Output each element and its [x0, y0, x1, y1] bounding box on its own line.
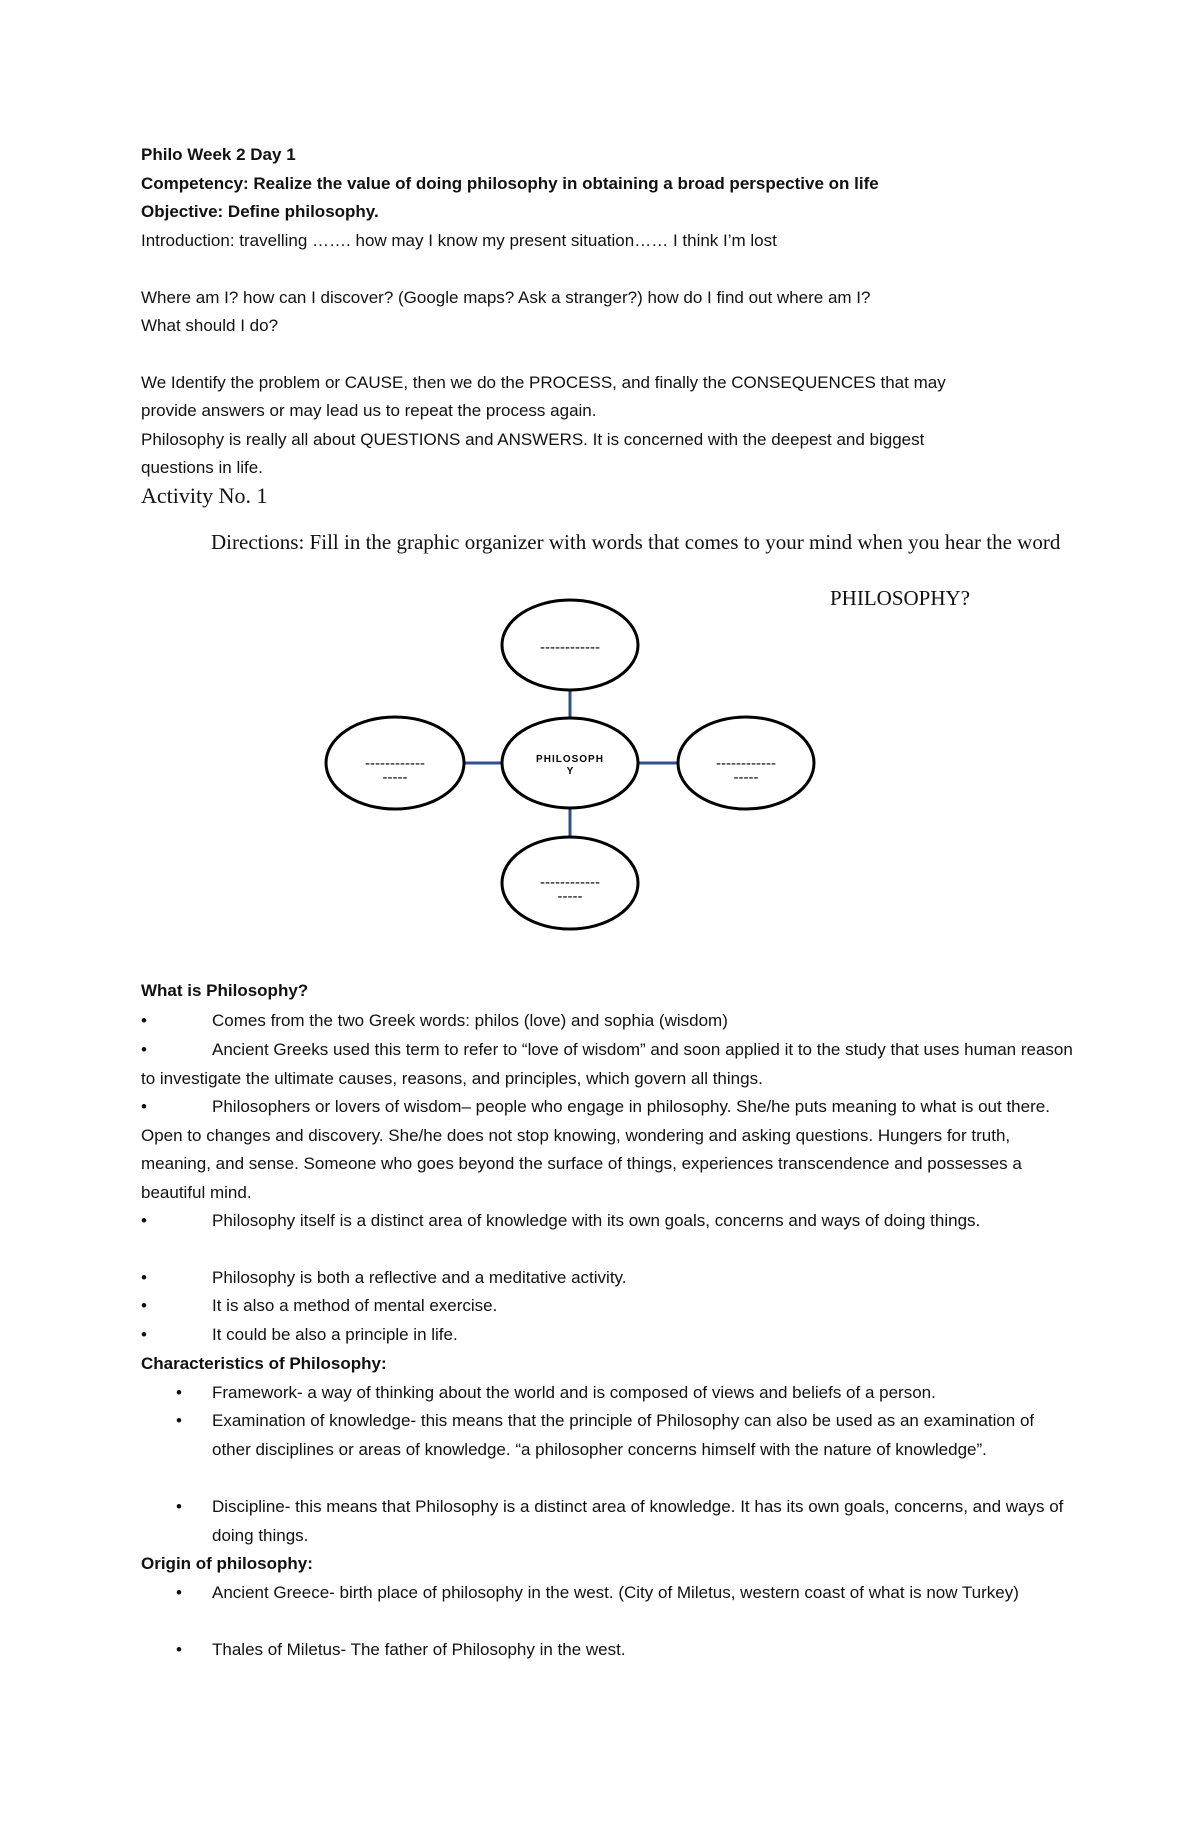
what-is-item: • Philosophy is both a reflective and a meditative activity.: [141, 1264, 1081, 1293]
organizer-left-text-2: -----: [382, 769, 408, 786]
organizer-bottom-text-1: ------------: [540, 874, 600, 891]
what-is-item: • It could be also a principle in life.: [141, 1321, 1081, 1350]
what-is-item: • It is also a method of mental exercise.: [141, 1292, 1081, 1321]
activity-directions: Directions: Fill in the graphic organizer with words that comes to your mind when you hear the word: [211, 530, 1061, 554]
process-paragraph-line-2: provide answers or may lead us to repeat the process again.: [141, 401, 597, 420]
bullet-icon: •: [141, 1211, 147, 1230]
organizer-right-text-1: ------------: [716, 755, 776, 772]
what-is-item: • Comes from the two Greek words: philos (love) and sophia (wisdom): [141, 1007, 1081, 1036]
origin-item: • Ancient Greece- birth place of philosophy in the west. (City of Miletus, western coast of what is now Turkey): [176, 1579, 1076, 1608]
bullet-icon: •: [141, 1040, 147, 1059]
what-is-item: • Philosophers or lovers of wisdom– people who engage in philosophy. She/he puts meaning to what is out there. Open to changes and discovery. She/he does not stop knowing, wondering and asking questions. Hungers for truth, meaning, and sense. Someone who goes beyond the surface of things, experiences transcendence and possesses a beautiful mind.: [141, 1093, 1081, 1207]
activity-heading: Activity No. 1: [141, 483, 268, 508]
objective-line: Objective: Define philosophy.: [141, 202, 379, 221]
bullet-icon: •: [176, 1583, 182, 1602]
process-paragraph-line-1: We Identify the problem or CAUSE, then we do the PROCESS, and finally the CONSEQUENCES that may: [141, 373, 946, 392]
bullet-icon: •: [141, 1011, 147, 1030]
bullet-icon: •: [141, 1325, 147, 1344]
organizer-left-text-1: ------------: [365, 755, 425, 772]
organizer-center-text-2: Y: [566, 766, 574, 777]
characteristics-heading: Characteristics of Philosophy:: [141, 1354, 387, 1373]
what-is-heading: What is Philosophy?: [141, 981, 309, 1000]
origin-item: • Thales of Miletus- The father of Philosophy in the west.: [176, 1636, 1076, 1665]
organizer-bottom-text-2: -----: [557, 888, 583, 905]
philosophy-paragraph-line-1: Philosophy is really all about QUESTIONS and ANSWERS. It is concerned with the deepest and biggest: [141, 430, 925, 449]
characteristics-item: • Examination of knowledge- this means that the principle of Philosophy can also be used as an examination of other disciplines or areas of knowledge. “a philosopher concerns himself with the nature of knowledge”.: [176, 1407, 1076, 1464]
origin-heading: Origin of philosophy:: [141, 1554, 313, 1573]
bullet-icon: •: [141, 1268, 147, 1287]
bullet-icon: •: [176, 1640, 182, 1659]
what-is-item: • Ancient Greeks used this term to refer to “love of wisdom” and soon applied it to the study that uses human reason to investigate the ultimate causes, reasons, and principles, which govern all things.: [141, 1036, 1081, 1093]
bullet-icon: •: [141, 1296, 147, 1315]
organizer-right-text-2: -----: [733, 769, 759, 786]
intro-question-2: What should I do?: [141, 316, 279, 335]
what-is-item: • Philosophy itself is a distinct area of knowledge with its own goals, concerns and ways of doing things.: [141, 1207, 1081, 1236]
characteristics-item: • Discipline- this means that Philosophy is a distinct area of knowledge. It has its own goals, concerns, and ways of doing things.: [176, 1493, 1076, 1550]
intro-question-1: Where am I? how can I discover? (Google maps? Ask a stranger?) how do I find out where am I?: [141, 288, 871, 307]
bullet-icon: •: [141, 1097, 147, 1116]
bullet-icon: •: [176, 1411, 182, 1430]
introduction-line: Introduction: travelling ……. how may I know my present situation…… I think I’m lost: [141, 231, 777, 250]
bullet-icon: •: [176, 1497, 182, 1516]
characteristics-item: • Framework- a way of thinking about the world and is composed of views and beliefs of a person.: [176, 1379, 1076, 1408]
activity-word: PHILOSOPHY?: [830, 586, 971, 610]
document-title: Philo Week 2 Day 1: [141, 145, 296, 164]
competency-line: Competency: Realize the value of doing philosophy in obtaining a broad perspective on life: [141, 174, 879, 193]
bullet-icon: •: [176, 1383, 182, 1402]
organizer-top-text: ------------: [540, 639, 600, 656]
philosophy-paragraph-line-2: questions in life.: [141, 458, 263, 477]
organizer-center-text-1: PHILOSOPH: [536, 754, 604, 765]
